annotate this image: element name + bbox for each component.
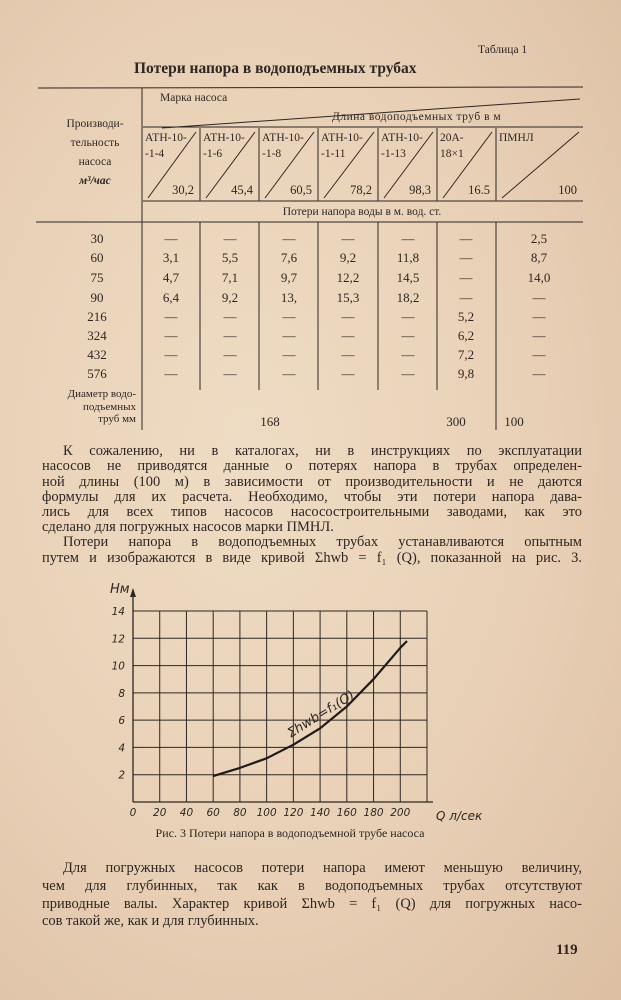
y-tick-label: 12 — [111, 633, 125, 646]
brand-line: АТН-10- — [145, 132, 187, 144]
table-cell: 11,8 — [396, 250, 420, 265]
table-cell: 15,3 — [336, 290, 360, 305]
row-header-line: Производи- — [66, 118, 124, 130]
table-cell: — — [532, 290, 546, 305]
table-cell: — — [459, 270, 473, 285]
diameter-atn: 168 — [260, 414, 280, 429]
x-tick-label: 120 — [283, 807, 304, 819]
brand-line: -1-13 — [381, 148, 406, 160]
column-header-length: 16.5 — [468, 183, 490, 197]
curve-label: Σhwb=f₁(Q) — [284, 688, 358, 742]
y-axis-arrow-icon — [130, 588, 136, 597]
paragraph-line: сов такой же, как и для глубинных. — [42, 913, 259, 929]
table-cell: 9,8 — [457, 366, 475, 381]
brand-line: 18×1 — [440, 148, 464, 160]
table-cell: — — [164, 328, 178, 343]
paragraph-line: чем для глубинных, так как в водоподъемных трубах отсутствуют — [42, 878, 582, 894]
x-tick-label: 140 — [310, 807, 331, 819]
table-cell: — — [341, 328, 355, 343]
row-header-unit: м³/час — [79, 175, 111, 187]
table-cell: 18,2 — [396, 290, 420, 305]
table-cell: 9,7 — [280, 270, 298, 285]
column-header-length: 60,5 — [290, 183, 312, 197]
table-cell: — — [282, 231, 296, 246]
paragraph-line: Для погружных насосов потери напора имеют меньшую величину, — [63, 860, 582, 876]
table-cell: 9,2 — [221, 290, 239, 305]
length-header: Длина водоподъемных труб в м — [332, 111, 502, 123]
paragraph-line: сделано для погружных насосов марки ПМНЛ. — [42, 519, 334, 535]
table-cell: 13, — [280, 290, 298, 305]
paragraph-line: формулы для их расчета. Необходимо, чтобы эти потери напора дава- — [42, 489, 582, 505]
x-tick-label: 160 — [336, 807, 357, 819]
table-cell: 5,5 — [221, 250, 239, 265]
table-cell: — — [341, 231, 355, 246]
paragraph-line: К сожалению, ни в каталогах, ни в инструкциях по эксплуатации — [63, 443, 582, 459]
diameter-label-line: подъемных — [83, 400, 136, 413]
table-cell: 7,2 — [457, 347, 475, 362]
brand-line: 20А- — [440, 132, 464, 144]
table-cell: — — [223, 328, 237, 343]
table-cell: — — [459, 231, 473, 246]
figure-caption: Рис. 3 Потери напора в водоподъемной трубе насоса — [155, 826, 425, 840]
table-cell: 2,5 — [530, 231, 548, 246]
table-cell: — — [164, 347, 178, 362]
table-cell: — — [164, 366, 178, 381]
table-cell: — — [223, 231, 237, 246]
y-tick-label: 6 — [118, 715, 125, 728]
table-cell: 4,7 — [162, 270, 180, 285]
brand-line: -1-4 — [145, 148, 165, 160]
brand-line: -1-8 — [262, 148, 282, 160]
brand-line: АТН-10- — [381, 132, 423, 144]
column-header-length: 78,2 — [350, 183, 372, 197]
y-tick-label: 10 — [111, 660, 125, 673]
table-cell: — — [282, 309, 296, 324]
table-cell: 6,2 — [457, 328, 475, 343]
row-capacity: 75 — [90, 270, 104, 285]
row-header-line: насоса — [78, 156, 112, 168]
table-cell: — — [341, 309, 355, 324]
y-tick-label: 4 — [118, 742, 125, 755]
diameter-20a: 300 — [446, 414, 466, 429]
brand-line: -1-6 — [203, 148, 223, 160]
table-cell: — — [532, 328, 546, 343]
brand-line: АТН-10- — [203, 132, 245, 144]
paragraph-line: приводные валы. Характер кривой Σhwb = f₁ (Q) для погружных насо- — [42, 896, 582, 912]
paragraph-line: насосов не приводятся данные о потерях напора в трубах определен- — [42, 458, 582, 474]
loss-header: Потери напора воды в м. вод. ст. — [282, 206, 442, 218]
y-axis-label: Нм — [110, 582, 130, 597]
table-cell: — — [459, 250, 473, 265]
column-header-length: 30,2 — [172, 183, 194, 197]
diameter-label-line: Диаметр водо- — [67, 388, 136, 400]
column-header-length: 100 — [558, 183, 577, 197]
table-cell: 14,5 — [396, 270, 420, 285]
table-cell: — — [164, 309, 178, 324]
table-cell: 12,2 — [336, 270, 360, 285]
x-tick-label: 0 — [129, 807, 137, 819]
row-capacity: 60 — [90, 250, 104, 265]
diameter-pmnl: 100 — [504, 414, 524, 429]
x-tick-label: 100 — [256, 807, 277, 819]
table-cell: — — [401, 309, 415, 324]
table-cell: 5,2 — [457, 309, 475, 324]
row-capacity: 324 — [87, 328, 107, 343]
brand-line: ПМНЛ — [499, 132, 534, 144]
paragraph-line: путем и изображаются в виде кривой Σhwb = f₁ (Q), показанной на рис. 3. — [42, 550, 582, 566]
x-tick-label: 180 — [363, 807, 384, 819]
table-cell: — — [532, 366, 546, 381]
x-tick-label: 80 — [233, 807, 247, 819]
table-cell: 9,2 — [339, 250, 357, 265]
table-cell: — — [532, 309, 546, 324]
x-tick-label: 40 — [179, 807, 194, 819]
table-cell: — — [341, 347, 355, 362]
brand-line: -1-11 — [321, 148, 346, 160]
table-label: Таблица 1 — [478, 44, 528, 56]
row-capacity: 216 — [87, 309, 107, 324]
x-tick-label: 200 — [390, 807, 411, 819]
table-cell: — — [223, 366, 237, 381]
table-cell: — — [532, 347, 546, 362]
table-cell: — — [401, 231, 415, 246]
table-cell: — — [223, 309, 237, 324]
y-tick-label: 2 — [118, 769, 125, 782]
table-cell: — — [223, 347, 237, 362]
x-tick-label: 20 — [153, 807, 167, 819]
table-cell: — — [341, 366, 355, 381]
table-cell: 8,7 — [530, 250, 548, 265]
y-tick-label: 8 — [118, 687, 125, 700]
table-cell: 6,4 — [162, 290, 180, 305]
table-cell: — — [401, 328, 415, 343]
column-header-length: 45,4 — [231, 183, 253, 197]
table-cell: 14,0 — [527, 270, 551, 285]
table-cell: 7,6 — [280, 250, 298, 265]
brand-line: АТН-10- — [262, 132, 304, 144]
paragraph-line: лись для всех типов насосов насосостроительными заводами, как это — [42, 504, 582, 520]
row-capacity: 576 — [87, 366, 107, 381]
curve-line — [213, 641, 407, 776]
y-tick-label: 14 — [111, 606, 125, 618]
table-cell: — — [282, 366, 296, 381]
paragraph-line: Потери напора в водоподъемных трубах устанавливаются опытным — [63, 534, 582, 550]
row-header-line: тельность — [70, 137, 120, 149]
table-cell: — — [282, 347, 296, 362]
table-cell: — — [459, 290, 473, 305]
table-cell: — — [282, 328, 296, 343]
column-header-length: 98,3 — [409, 183, 431, 197]
paragraph-line: ной длины (100 м) в зависимости от производительности и не даются — [42, 474, 582, 490]
table-cell: 3,1 — [162, 250, 180, 265]
table-cell: — — [401, 366, 415, 381]
row-capacity: 30 — [90, 231, 104, 246]
row-capacity: 432 — [87, 347, 107, 362]
table-cell: 7,1 — [221, 270, 239, 285]
brand-line: АТН-10- — [321, 132, 363, 144]
row-capacity: 90 — [90, 290, 104, 305]
table-cell: — — [164, 231, 178, 246]
page-number: 119 — [556, 942, 578, 958]
table-title: Потери напора в водоподъемных трубах — [134, 60, 417, 77]
x-axis-label: Q л/сек — [436, 809, 483, 823]
table-cell: — — [401, 347, 415, 362]
x-tick-label: 60 — [206, 807, 220, 819]
diameter-label-line: труб мм — [98, 413, 136, 425]
brand-header: Марка насоса — [160, 92, 228, 104]
